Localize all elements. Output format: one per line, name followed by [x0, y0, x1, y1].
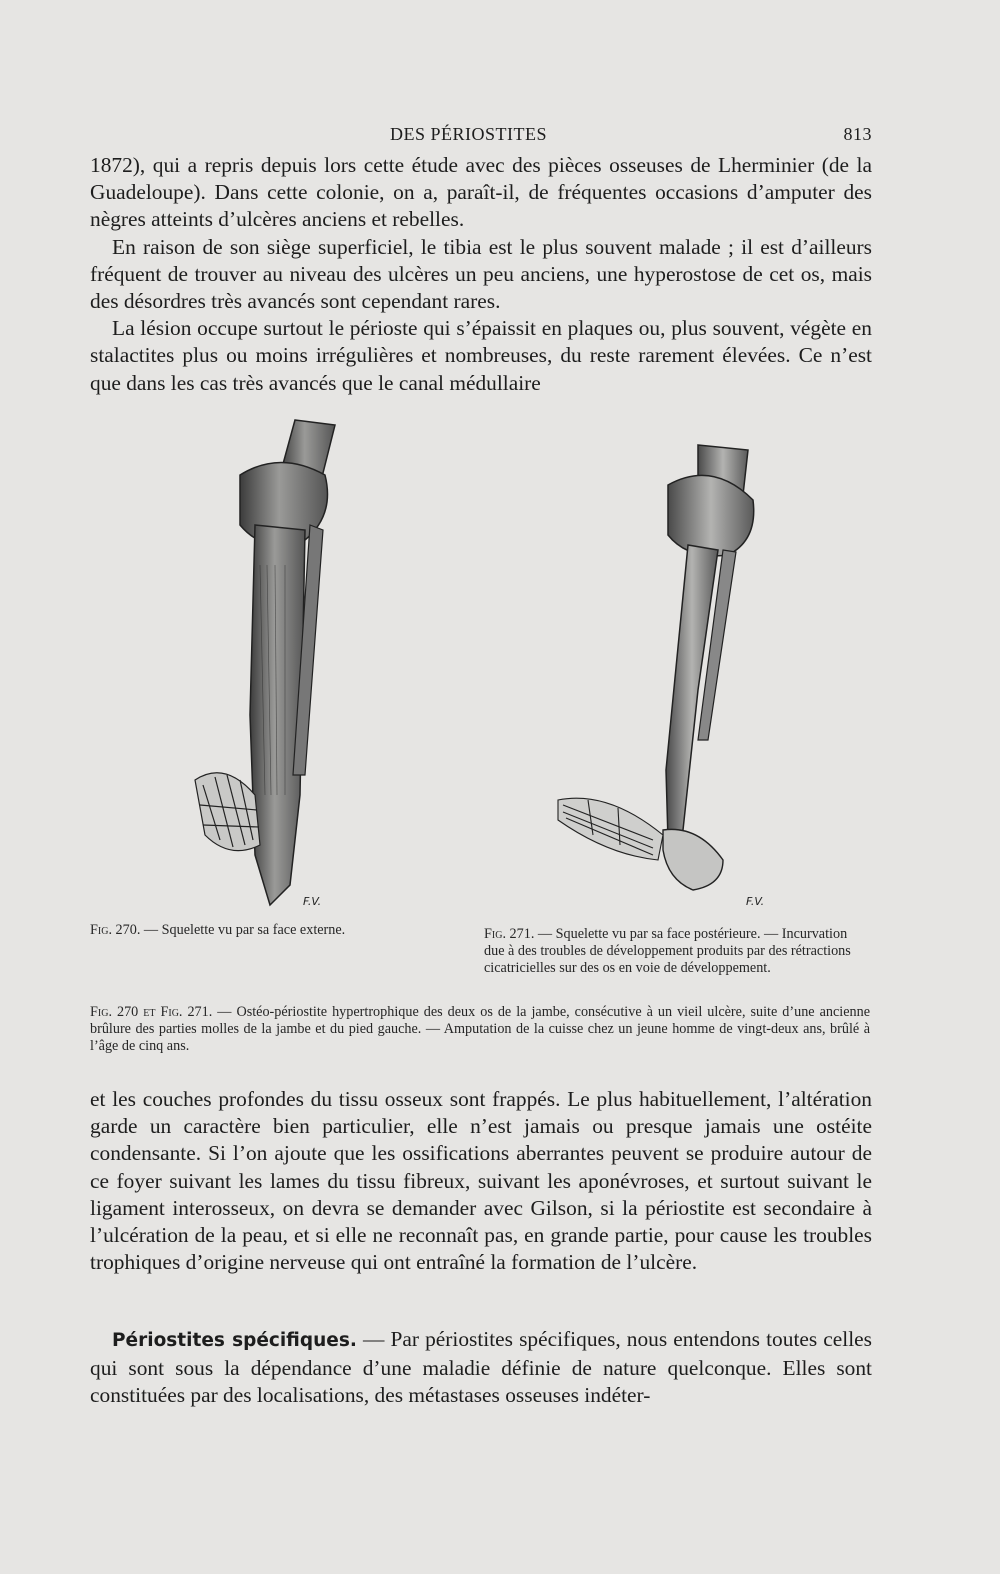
- bottom-text-block: [90, 1086, 872, 1276]
- figure-271-illustration: [548, 440, 798, 910]
- paragraph: 1872), qui a repris depuis lors cette étude avec des pièces osseuses de Lherminier (de la Guadeloupe). Dans cette colonie, on a, paraît-il, de fréquentes occasions d’amputer des nègres atteints d’ulcères anciens et rebelles.: [90, 153, 872, 232]
- fig-270-signature: F.V.: [303, 895, 322, 908]
- paragraph: En raison de son siège superficiel, le tibia est le plus souvent malade ; il est d’ailleurs fréquent de trouver au niveau des ulcères un peu anciens, une hyperostose de cet os, mais des désordres très avancés sont cependant rares.: [90, 234, 872, 314]
- figure-label: Fig. 271.: [484, 926, 535, 942]
- section-paragraph: [90, 1326, 872, 1410]
- caption-text: — Ostéo-périostite hypertrophique des deux os de la jambe, consécutive à un vieil ulcère, suite d’une ancienne brûlure des parties molles de la jambe et du pied gauche. — Amputation de la cuisse chez un jeune homme de vingt-deux ans, brûlé à l’âge de cinq ans.: [90, 1004, 870, 1054]
- top-text-block: [90, 152, 872, 397]
- section-text: — Par périostites spécifiques, nous entendons toutes celles qui sont sous la dépendance d’une maladie définie de nature quelconque. Elles sont constituées par des localisations, des métastases osseuses indéter-: [90, 1327, 872, 1407]
- paragraph: et les couches profondes du tissu osseux sont frappés. Le plus habituellement, l’altération garde un caractère bien particulier, elle n’est jamais ou presque jamais une ostéite condensante. Si l’on ajoute que les ossifications aberrantes peuvent se produire autour de ce foyer suivant les lames du tissu fibreux, suivant les aponévroses, et surtout suivant le ligament interosseux, on devra se demander avec Gilson, si la périostite est secondaire à l’ulcération de la peau, et si elle ne reconnaît pas, en grande partie, pour cause les troubles trophiques d’origine nerveuse qui ont entraîné la formation de l’ulcère.: [90, 1087, 872, 1275]
- page-header: [88, 124, 874, 148]
- figure-271-caption: [484, 926, 870, 976]
- figure-270-illustration: [185, 415, 365, 915]
- caption-text: — Squelette vu par sa face postérieure. — Incurvation due à des troubles de développement produits par des rétractions cicatricielles sur des os en voie de développement.: [484, 926, 851, 976]
- fig-271-signature: F.V.: [746, 895, 765, 908]
- joint-figure-caption: [90, 1004, 870, 1054]
- page-number: 813: [843, 124, 872, 144]
- caption-text: — Squelette vu par sa face externe.: [143, 922, 346, 938]
- section-heading: Périostites spécifiques.: [112, 1330, 357, 1351]
- running-title: DES PÉRIOSTITES: [390, 124, 548, 144]
- figure-270-caption: [90, 922, 450, 939]
- figure-label: Fig. 270 et Fig. 271.: [90, 1004, 213, 1020]
- paragraph: La lésion occupe surtout le périoste qui s’épaissit en plaques ou, plus souvent, végète en stalactites plus ou moins irrégulières et nombreuses, du reste rarement élevées. Ce n’est que dans les cas très avancés que le canal médullaire: [90, 316, 872, 395]
- figure-label: Fig. 270.: [90, 922, 141, 938]
